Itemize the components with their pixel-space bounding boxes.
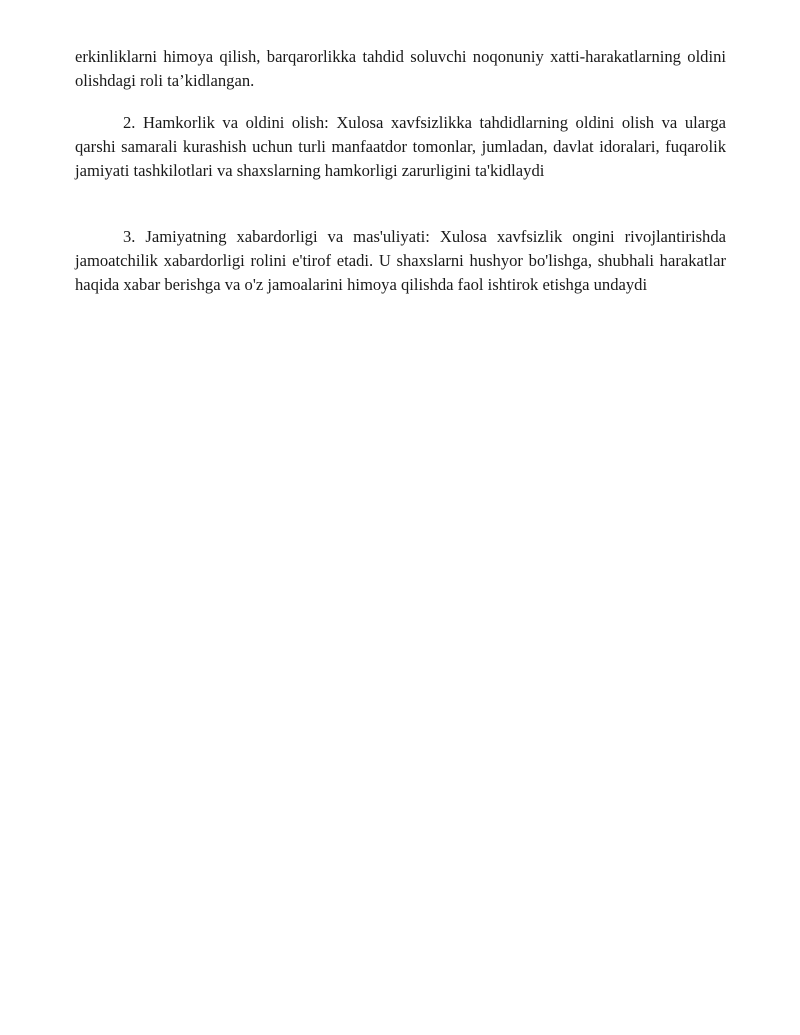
- paragraph-continuation: erkinliklarni himoya qilish, barqarorlikka tahdid soluvchi noqonuniy xatti-harakatlarning oldini olishdagi roli ta’kidlangan.: [75, 47, 726, 91]
- paragraph-public-awareness: 3. Jamiyatning xabardorligi va mas'uliyati: Xulosa xavfsizlik ongini rivojlantirishda jamoatchilik xabardorligi rolini e'tirof etadi. U shaxslarni hushyor bo'lishga, shubhali harakatlar haqida xabar berishga va o'z jamoalarini himoya qilishda faol ishtirok etishga undaydi: [75, 227, 726, 295]
- paragraph-cooperation: 2. Hamkorlik va oldini olish: Xulosa xavfsizlikka tahdidlarning oldini olish va ularga qarshi samarali kurashish uchun turli manfaatdor tomonlar, jumladan, davlat idoralari, fuqarolik jamiyati tashkilotlari va shaxslarning hamkorligi zarurligini ta'kidlaydi: [75, 113, 726, 181]
